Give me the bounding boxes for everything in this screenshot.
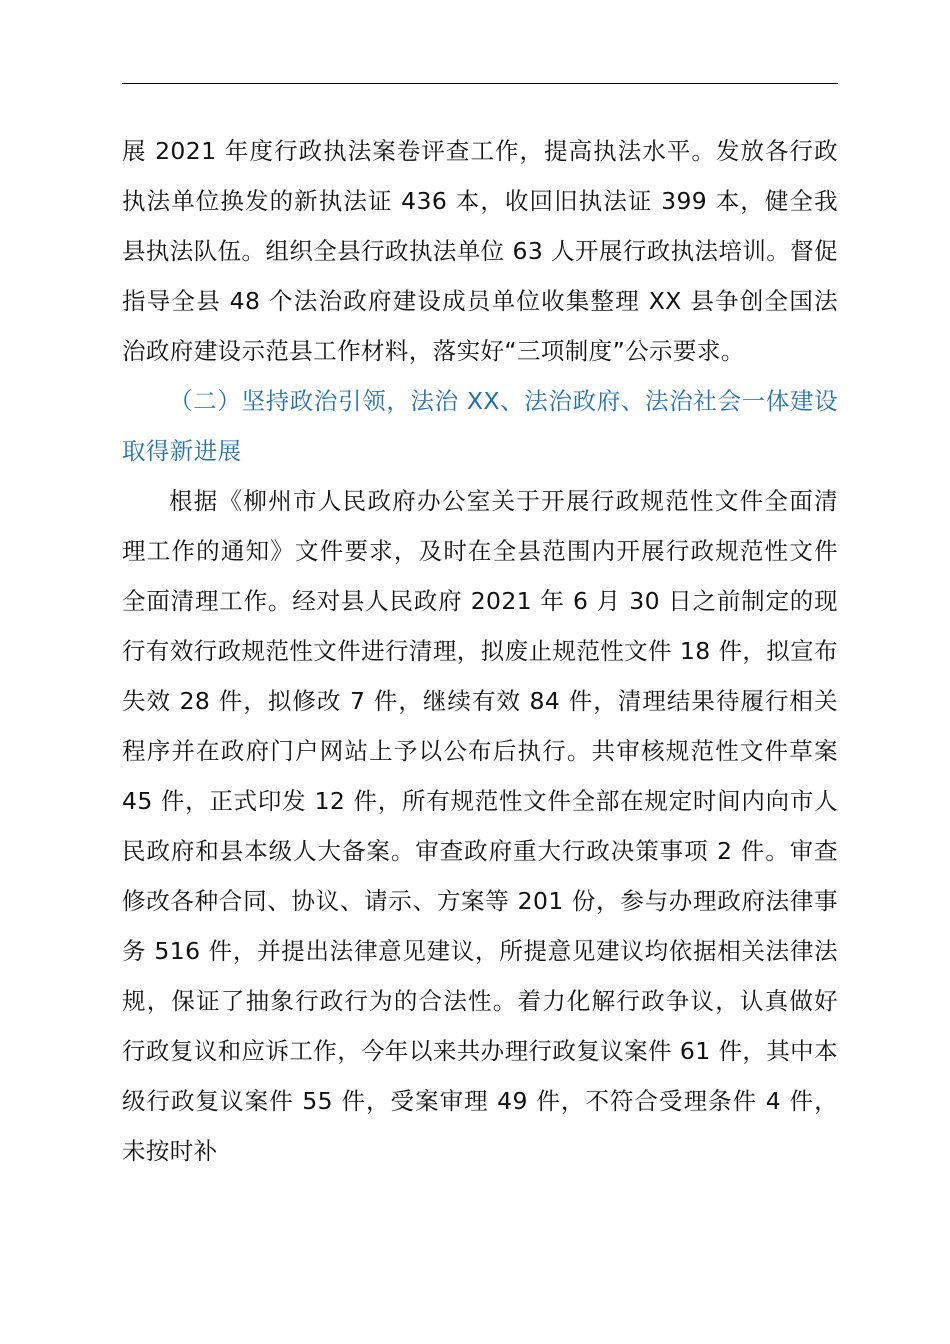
header-rule: [122, 83, 838, 84]
document-body: [122, 126, 838, 1176]
section-heading: （二）坚持政治引领，法治 XX、法治政府、法治社会一体建设取得新进展: [122, 387, 838, 465]
paragraph-body-1: 展 2021 年度行政执法案卷评查工作，提高执法水平。发放各行政执法单位换发的新执法证 436 本，收回旧执法证 399 本，健全我县执法队伍。组织全县行政执法单位 63 人开展行政执法培训。督促指导全县 48 个法治政府建设成员单位收集整理 XX 县争创全国法治政府建设示范县工作材料，落实好“三项制度”公示要求。: [122, 137, 838, 365]
paragraph-body-2: 根据《柳州市人民政府办公室关于开展行政规范性文件全面清理工作的通知》文件要求，及时在全县范围内开展行政规范性文件全面清理工作。经对县人民政府 2021 年 6 月 30 日之前制定的现行有效行政规范性文件进行清理，拟废止规范性文件 18 件，拟宣布失效 28 件，拟修改 7 件，继续有效 84 件，清理结果待履行相关程序并在政府门户网站上予以公布后执行。共审核规范性文件草案 45 件，正式印发 12 件，所有规范性文件全部在规定时间内向市人民政府和县本级人大备案。审查政府重大行政决策事项 2 件。审查修改各种合同、协议、请示、方案等 201 份，参与办理政府法律事务 516 件，并提出法律意见建议，所提意见建议均依据相关法律法规，保证了抽象行政行为的合法性。着力化解行政争议，认真做好行政复议和应诉工作，今年以来共办理行政复议案件 61 件，其中本级行政复议案件 55 件，受案审理 49 件，不符合受理条件 4 件，未按时补: [122, 487, 838, 1165]
